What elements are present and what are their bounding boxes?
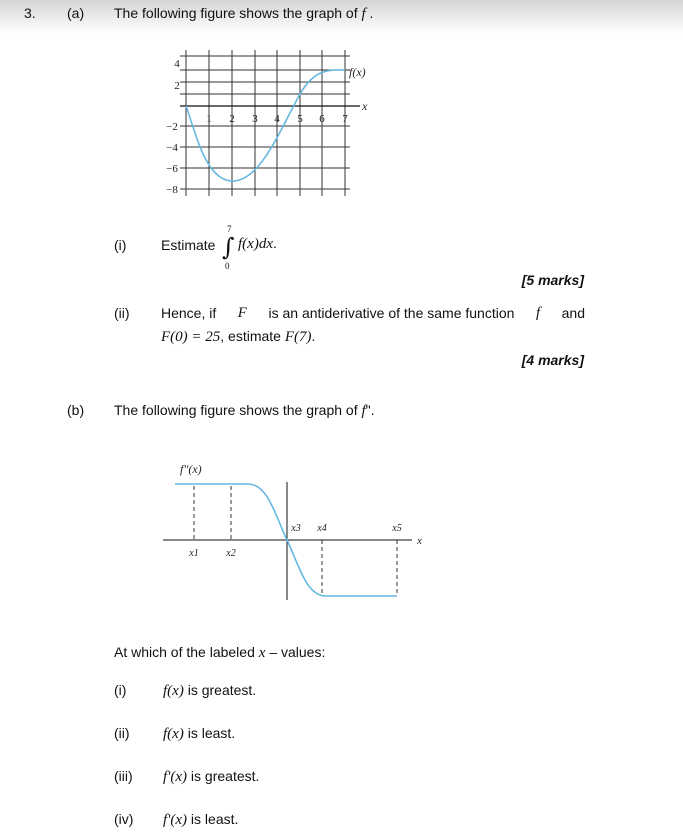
part-b-question-text: At which of the labeled xyxy=(114,644,255,660)
item-b-iv xyxy=(163,811,238,829)
x-tick-4: 4 xyxy=(274,113,280,125)
x-tick-2: 2 xyxy=(229,113,235,125)
sub-a-ii-t4: , estimate xyxy=(220,328,281,344)
y-tick-neg8: −8 xyxy=(166,184,178,196)
integrand xyxy=(238,235,277,253)
item-b-iii xyxy=(163,768,259,786)
graph-f xyxy=(155,40,395,210)
integral-lower-limit: 0 xyxy=(225,261,230,271)
part-b-intro-fn: f xyxy=(361,403,366,419)
part-b-question xyxy=(114,644,325,662)
graph-b-curve-label: f″(x) xyxy=(180,462,202,476)
item-b-iv-text: is least. xyxy=(190,811,239,827)
part-a-intro-end: . xyxy=(369,5,374,21)
y-tick-neg2: −2 xyxy=(166,121,178,133)
part-b-label: (b) xyxy=(67,402,85,418)
part-a-intro-text: The following figure shows the graph of xyxy=(114,5,358,21)
point-label-x3: x3 xyxy=(291,523,301,534)
item-b-ii-text: is least. xyxy=(187,725,236,741)
graph-f-curve-label: f(x) xyxy=(349,65,366,79)
graph-f-curve xyxy=(186,70,345,181)
item-b-iv-expr: f'(x) xyxy=(163,812,188,828)
item-b-iv-label: (iv) xyxy=(114,811,134,827)
question-number: 3. xyxy=(24,5,36,21)
item-b-i-label: (i) xyxy=(114,682,127,698)
sub-a-ii-line1 xyxy=(161,305,585,322)
y-tick-2: 2 xyxy=(174,80,180,92)
sub-a-i-text: Estimate xyxy=(161,237,216,253)
sub-a-ii-t5: . xyxy=(311,328,316,344)
y-tick-neg4: −4 xyxy=(166,142,178,154)
point-label-x5: x5 xyxy=(392,523,402,534)
item-b-ii-label: (ii) xyxy=(114,725,130,741)
item-b-i-expr: f(x) xyxy=(163,683,184,699)
marks-a-ii: [4 marks] xyxy=(521,352,584,368)
item-b-ii-expr: f(x) xyxy=(163,726,184,742)
point-label-x4: x4 xyxy=(317,523,327,534)
y-tick-neg6: −6 xyxy=(166,163,178,175)
part-b-question-end: – values: xyxy=(269,644,326,660)
item-b-i-text: is greatest. xyxy=(187,682,257,698)
x-tick-7: 7 xyxy=(342,113,348,125)
sub-a-ii-cond: F(0) = 25 xyxy=(161,329,221,345)
sub-a-ii-t1: Hence, if xyxy=(161,305,217,321)
sub-a-ii-label: (ii) xyxy=(114,305,130,321)
sub-a-ii-F: F xyxy=(237,305,247,321)
sub-a-ii-target: F(7) xyxy=(284,329,312,345)
integrand-period: . xyxy=(272,235,277,251)
graph-f-second-derivative xyxy=(160,450,440,610)
graph-b-x-label: x xyxy=(417,535,422,547)
part-a-label: (a) xyxy=(67,5,85,21)
x-tick-5: 5 xyxy=(297,113,303,125)
part-b-intro-end: ". xyxy=(365,402,375,418)
part-b-intro-text: The following figure shows the graph of xyxy=(114,402,358,418)
item-b-ii xyxy=(163,725,235,743)
graph-f-x-label: x xyxy=(362,99,368,113)
item-b-iii-label: (iii) xyxy=(114,768,133,784)
sub-a-ii-line2 xyxy=(161,328,315,346)
x-tick-3: 3 xyxy=(252,113,258,125)
sub-a-ii-t2: is an antiderivative of the same function xyxy=(268,305,515,321)
integral-upper-limit: 7 xyxy=(227,224,232,234)
sub-a-ii-t3: and xyxy=(561,305,585,321)
part-a-intro-fn: f xyxy=(361,6,366,22)
part-b-intro xyxy=(114,402,375,420)
item-b-iii-text: is greatest. xyxy=(190,768,260,784)
y-tick-4: 4 xyxy=(174,58,180,70)
point-label-x1: x1 xyxy=(189,548,199,559)
part-b-question-var: x xyxy=(258,645,266,661)
sub-a-i-label: (i) xyxy=(114,237,127,253)
point-label-x2: x2 xyxy=(226,548,236,559)
x-tick-6: 6 xyxy=(319,113,325,125)
integral-sign-icon: ∫ xyxy=(222,233,235,261)
sub-a-ii-f: f xyxy=(535,305,541,321)
marks-a-i: [5 marks] xyxy=(521,272,584,288)
x-tick-1: 1 xyxy=(206,113,212,125)
item-b-iii-expr: f'(x) xyxy=(163,769,188,785)
integrand-expr: f(x)dx xyxy=(238,236,273,252)
part-a-intro xyxy=(114,5,373,23)
item-b-i xyxy=(163,682,256,700)
